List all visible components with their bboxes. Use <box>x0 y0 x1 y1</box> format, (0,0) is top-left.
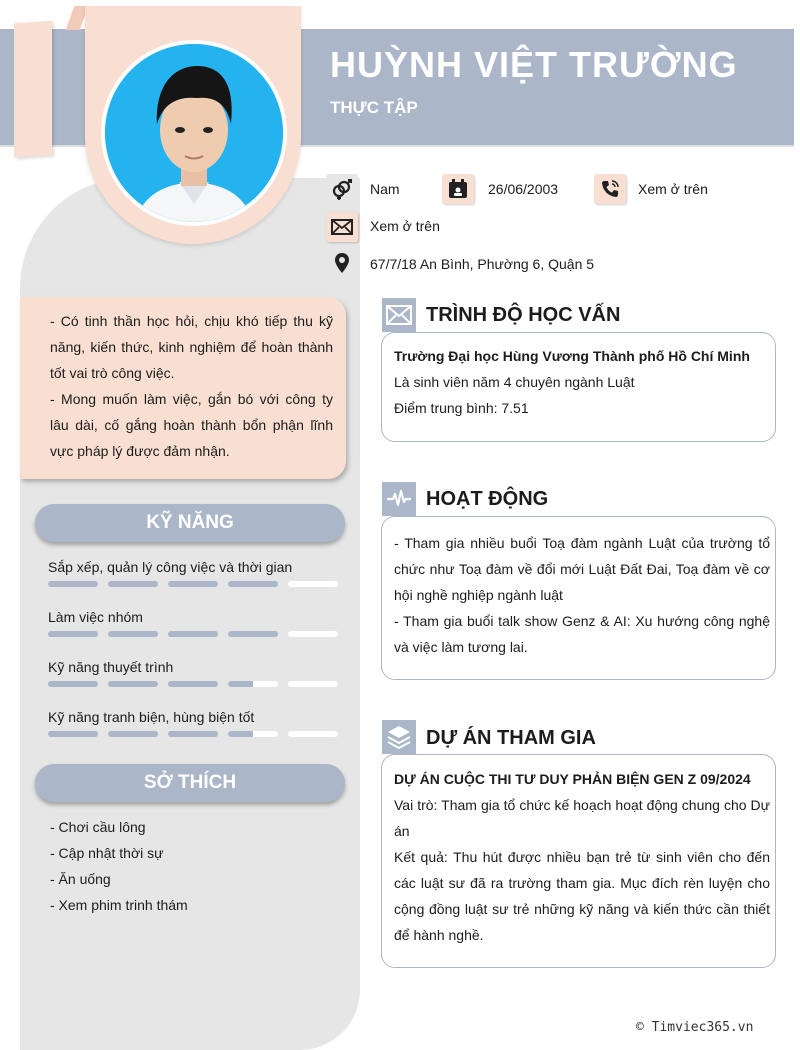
skill-level-bar <box>48 581 338 587</box>
calendar-icon <box>442 174 474 204</box>
skill-bar-segment <box>288 631 338 637</box>
footer-credit: © Timviec365.vn <box>636 1020 754 1035</box>
skill-name: Sắp xếp, quản lý công việc và thời gian <box>48 559 293 575</box>
skill-bar-segment <box>48 681 98 687</box>
hobby-item: - Cập nhật thời sự <box>50 845 164 861</box>
envelope-icon <box>382 298 416 332</box>
objective-paragraph: - Mong muốn làm việc, gắn bó với công ty lâu dài, cố gắng hoàn thành bổn phận lĩnh vực pháp lý được đảm nhận. <box>50 391 333 459</box>
skill-bar-segment <box>168 731 218 737</box>
skill-bar-segment <box>48 731 98 737</box>
skill-level-bar <box>48 681 338 687</box>
career-objective-card <box>20 297 346 479</box>
activities-heading: HOẠT ĐỘNG <box>426 488 549 510</box>
decorative-ribbon <box>14 21 52 158</box>
hobby-item: - Xem phim trinh thám <box>50 897 188 913</box>
skill-bar-segment <box>288 731 338 737</box>
email-icon <box>326 212 358 242</box>
project-name: DỰ ÁN CUỘC THI TƯ DUY PHẢN BIỆN GEN Z 09/2024 <box>394 771 751 787</box>
skill-bar-segment <box>48 581 98 587</box>
layers-icon <box>382 720 416 754</box>
skill-name: Kỹ năng tranh biện, hùng biện tốt <box>48 709 255 725</box>
pulse-icon <box>382 482 416 516</box>
activity-paragraph: - Tham gia buổi talk show Genz & AI: Xu hướng công nghệ và việc làm tương lai. <box>394 613 770 655</box>
location-icon <box>326 248 358 278</box>
objective-paragraph: - Có tinh thần học hỏi, chịu khó tiếp thu kỹ năng, kiến thức, kinh nghiệm để hoàn thành tốt vai trò công việc. <box>50 313 333 381</box>
skills-heading: KỸ NĂNG <box>35 504 345 542</box>
skill-level-bar <box>48 731 338 737</box>
hobby-item: - Chơi cầu lông <box>50 819 146 835</box>
skill-name: Làm việc nhóm <box>48 609 143 625</box>
hobby-item: - Ăn uống <box>50 871 111 887</box>
birthday-value: 26/06/2003 <box>488 181 559 197</box>
skill-name: Kỹ năng thuyết trình <box>48 659 174 675</box>
project-result: Kết quả: Thu hút được nhiều bạn trẻ từ sinh viên cho đến các luật sư đã ra trường tham gia. Mục đích rèn luyện cho cộng đồng luật sư trẻ những kỹ năng và kiến thức cần thiết để hành nghề. <box>394 849 770 943</box>
phone-value: Xem ở trên <box>638 181 708 197</box>
address-value: 67/7/18 An Bình, Phường 6, Quận 5 <box>370 256 595 272</box>
job-position: THỰC TẬP <box>330 98 418 117</box>
skill-bar-segment <box>228 631 278 637</box>
skill-bar-segment <box>228 681 278 687</box>
skill-bar-segment <box>168 581 218 587</box>
phone-icon <box>594 174 626 204</box>
gender-value: Nam <box>370 181 400 197</box>
email-value: Xem ở trên <box>370 218 440 234</box>
skill-bar-segment <box>108 581 158 587</box>
activities-box <box>381 516 776 680</box>
project-role: Vai trò: Tham gia tổ chức kế hoạch hoạt động chung cho Dự án <box>394 797 770 839</box>
school-name: Trường Đại học Hùng Vương Thành phố Hồ Chí Minh <box>394 348 750 364</box>
skill-bar-segment <box>228 581 278 587</box>
projects-box <box>381 754 776 968</box>
hobbies-heading: SỞ THÍCH <box>35 764 345 802</box>
skill-level-bar <box>48 631 338 637</box>
skill-bar-segment <box>288 581 338 587</box>
skill-bar-segment <box>168 631 218 637</box>
profile-photo <box>105 44 283 222</box>
gpa: Điểm trung bình: 7.51 <box>394 400 529 416</box>
skill-bar-segment <box>228 731 278 737</box>
skill-bar-segment <box>288 681 338 687</box>
education-box <box>381 332 776 442</box>
skill-bar-segment <box>168 681 218 687</box>
skill-bar-segment <box>108 731 158 737</box>
portrait-illustration <box>105 44 283 222</box>
skill-bar-segment <box>108 681 158 687</box>
projects-heading: DỰ ÁN THAM GIA <box>426 727 596 749</box>
gender-icon <box>326 174 358 204</box>
skill-bar-segment <box>108 631 158 637</box>
skill-bar-segment <box>48 631 98 637</box>
activity-paragraph: - Tham gia nhiều buổi Toạ đàm ngành Luật của trường tổ chức như Toạ đàm về đổi mới Luật Đất Đai, Toạ đàm về cơ hội nghề nghiệp ngành luật <box>394 535 770 603</box>
education-detail: Là sinh viên năm 4 chuyên ngành Luật <box>394 374 635 390</box>
candidate-name: HUỲNH VIỆT TRƯỜNG <box>330 44 738 85</box>
education-heading: TRÌNH ĐỘ HỌC VẤN <box>426 304 621 326</box>
